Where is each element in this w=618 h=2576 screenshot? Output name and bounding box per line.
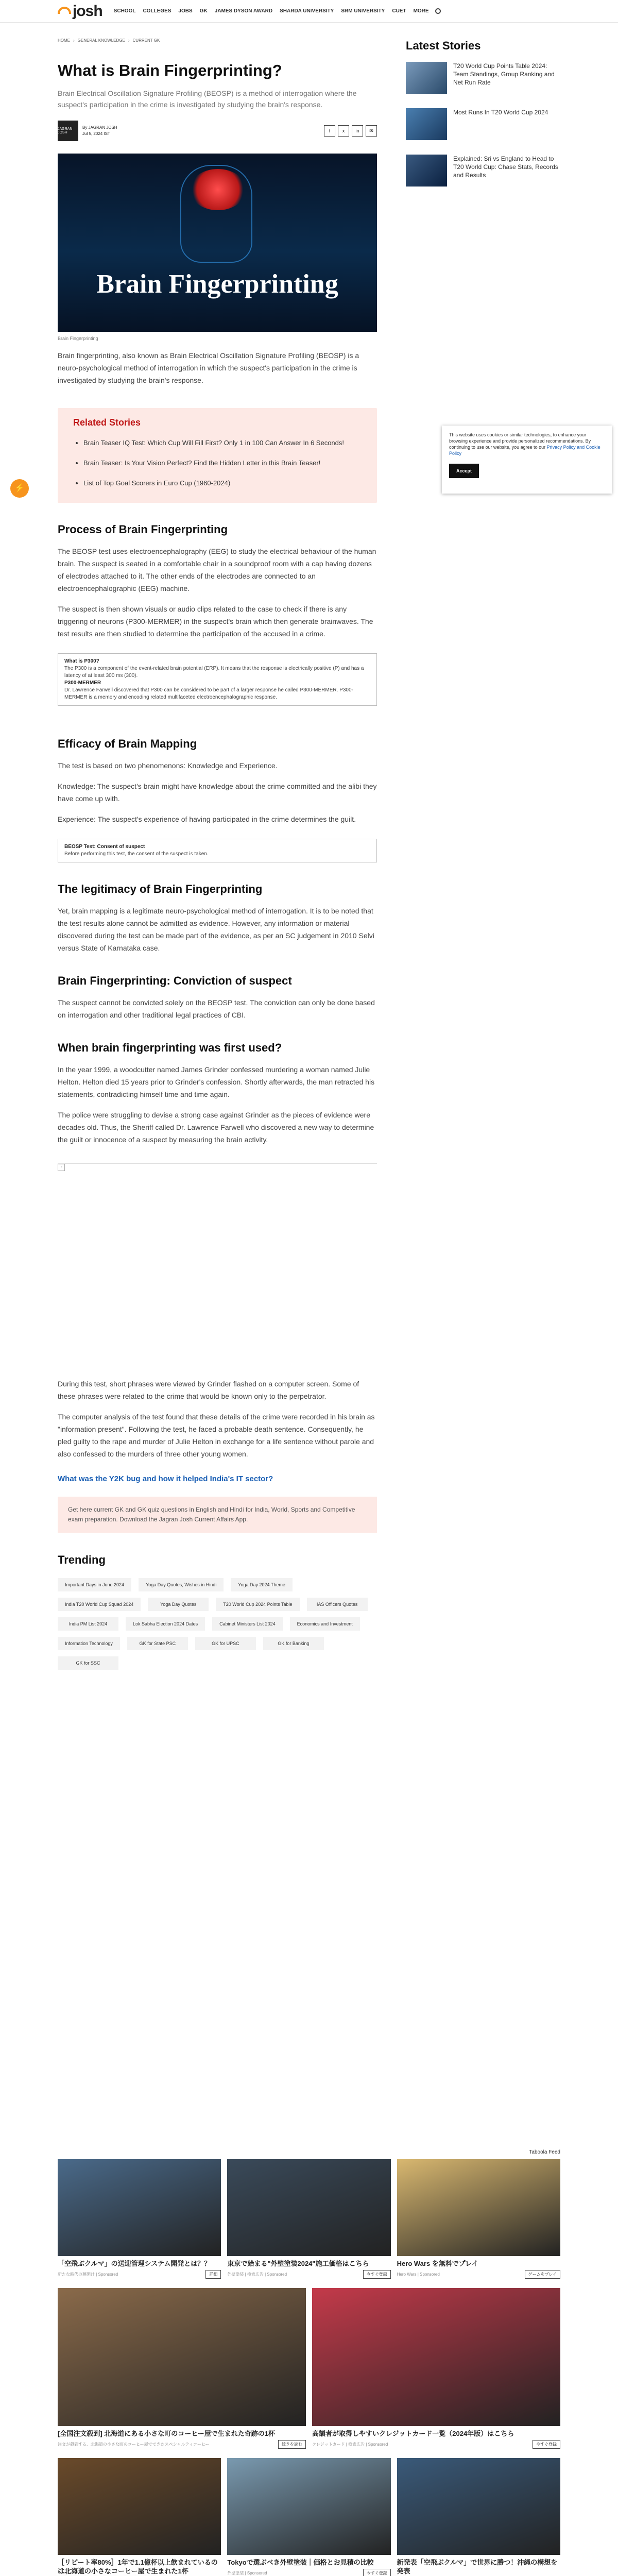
section-heading: Process of Brain Fingerprinting <box>58 523 228 536</box>
nav-item[interactable]: JOBS <box>178 8 193 14</box>
breadcrumb-item[interactable]: HOME <box>58 38 70 43</box>
section-heading: Efficacy of Brain Mapping <box>58 737 197 750</box>
latest-story[interactable] <box>406 155 560 187</box>
nav-item[interactable]: SHARDA UNIVERSITY <box>280 8 334 14</box>
section-heading: When brain fingerprinting was first used? <box>58 1041 282 1054</box>
breadcrumb-item[interactable]: CURRENT GK <box>132 38 160 43</box>
sponsored-card[interactable] <box>227 2159 390 2279</box>
nav-item[interactable]: SRM UNIVERSITY <box>341 8 385 14</box>
trending-tag[interactable]: India PM List 2024 <box>58 1617 118 1631</box>
taboola-label[interactable]: Taboola Feed <box>529 2149 560 2155</box>
sponsored-title[interactable]: 新発表「空飛ぶクルマ」で世界に勝つ！沖縄の構想を発表 <box>397 2558 558 2575</box>
sponsored-meta <box>227 2270 390 2279</box>
cookie-consent-dialog <box>442 426 612 494</box>
consent-infobox <box>58 839 377 862</box>
sponsored-cta-button[interactable]: 詳細 <box>205 2270 221 2279</box>
sponsored-image[interactable] <box>58 2288 306 2426</box>
sponsored-title[interactable]: 東京で始まる"外壁塗装2024"施工価格はこちら <box>227 2260 369 2267</box>
sponsored-card[interactable] <box>312 2288 560 2449</box>
sponsored-title[interactable]: [全国注文殺到] 北海道にある小さな町のコーヒー屋で生まれた奇跡の1杯 <box>58 2430 275 2437</box>
section-heading: Brain Fingerprinting: Conviction of suspect <box>58 974 292 987</box>
sponsored-card[interactable] <box>397 2458 560 2576</box>
sponsored-card[interactable] <box>227 2458 390 2576</box>
paragraph: The police were struggling to devise a strong case against Grinder as the pieces of evidence were decades old. Thus, the Sheriff called Dr. Lawrence Farwell who discovered a new way to determine the guilt or innocence of a suspect by measuring the brain activity. <box>58 1111 374 1144</box>
broken-image-placeholder <box>58 1163 377 1369</box>
sponsored-title[interactable]: ［リピート率80%］1年で1.1億杯以上飲まれているのは北海道の小さなコーヒー屋で生まれた1杯 <box>58 2558 218 2575</box>
sponsored-card[interactable] <box>397 2159 560 2279</box>
breadcrumb-separator: › <box>128 38 130 43</box>
related-stories <box>58 408 377 503</box>
trending-tag[interactable]: GK for Banking <box>263 1637 324 1650</box>
nav-item[interactable]: MORE <box>413 8 429 14</box>
sponsored-image[interactable] <box>58 2458 221 2555</box>
taboola-row <box>58 2288 560 2449</box>
infobox-title: P300-MERMER <box>64 680 101 686</box>
sponsored-cta-button[interactable]: 今すぐ登録 <box>533 2440 560 2449</box>
cookie-text: This website uses cookies or similar technologies, to enhance your browsing experience and provide personalized recommendations. By continuing to use our website, you agree to our Privacy Policy and Cookie Policy <box>449 432 600 456</box>
site-logo[interactable]: josh <box>58 4 102 19</box>
trending-tag[interactable]: Cabinet Ministers List 2024 <box>212 1617 283 1631</box>
sponsored-image[interactable] <box>397 2159 560 2256</box>
paragraph: The BEOSP test uses electroencephalography (EEG) to study the electrical behaviour of the human brain. The suspect is seated in a comfortable chair in a soundproof room with a cap having dozens of electrodes attached to it. The other ends of the electrodes are connected to an electroencephalographic (EEG) machine. <box>58 547 376 592</box>
section-heading: The legitimacy of Brain Fingerprinting <box>58 883 263 895</box>
sponsored-card[interactable] <box>58 2458 221 2576</box>
latest-story-title: Explained: Sri vs England to Head to T20 World Cup: Chase Stats, Records and Results <box>453 155 558 179</box>
sponsored-source: Hero Wars | Sponsored <box>397 2272 440 2277</box>
trending-tag[interactable]: GK for UPSC <box>195 1637 256 1650</box>
nav-item[interactable]: JAMES DYSON AWARD <box>214 8 273 14</box>
trending-tag[interactable]: Important Days in June 2024 <box>58 1578 131 1591</box>
share-buttons <box>324 125 377 137</box>
sponsored-title[interactable]: Tokyoで選ぶべき外壁塗装｜価格とお見積の比較 <box>227 2558 374 2566</box>
author-avatar: JAGRAN JOSH <box>58 121 78 141</box>
accept-cookies-button[interactable]: Accept <box>449 464 479 478</box>
p300-infobox <box>58 653 377 706</box>
trending-tag[interactable]: Yoga Day 2024 Theme <box>231 1578 293 1591</box>
latest-story-title: T20 World Cup Points Table 2024: Team Standings, Group Ranking and Net Run Rate <box>453 62 555 86</box>
related-story-link[interactable]: • Brain Teaser: Is Your Vision Perfect? Find the Hidden Letter in this Brain Teaser! <box>83 457 362 468</box>
paragraph: During this test, short phrases were viewed by Grinder flashed on a computer screen. Some of these phrases were related to the crime that would be known only to the perpetrator. <box>58 1380 359 1400</box>
sidebar <box>406 39 560 201</box>
current-affairs-cta: Get here current GK and GK quiz questions in English and Hindi for India, World, Sports and Competitive exam preparation. Download the Jagran Josh Current Affairs App. <box>58 1497 377 1533</box>
taboola-row <box>58 2159 560 2279</box>
latest-story-title: Most Runs In T20 World Cup 2024 <box>453 109 548 116</box>
paragraph: Experience: The suspect's experience of having participated in the crime determines the guilt. <box>58 815 356 823</box>
trending-tag[interactable]: India T20 World Cup Squad 2024 <box>58 1598 141 1611</box>
paragraph: Knowledge: The suspect's brain might have knowledge about the crime committed and the alibi they have come up with. <box>58 782 377 803</box>
related-story-link[interactable]: • Brain Teaser IQ Test: Which Cup Will Fill First? Only 1 in 100 Can Answer In 6 Seconds! <box>83 437 362 448</box>
sponsored-source: 外壁塗装 | Sponsored <box>227 2571 267 2575</box>
sponsored-meta <box>397 2270 560 2279</box>
nav-item[interactable]: GK <box>199 8 208 14</box>
hero-image <box>58 154 377 332</box>
sponsored-image[interactable] <box>227 2159 390 2256</box>
sponsored-meta <box>312 2440 560 2449</box>
breadcrumb-item[interactable]: GENERAL KNOWLEDGE <box>77 38 125 43</box>
latest-story-thumbnail <box>406 62 447 94</box>
sponsored-source: クレジットカード | 検索広告 | Sponsored <box>312 2442 388 2447</box>
article-subtitle: Brain Electrical Oscillation Signature Profiling (BEOSP) is a method of interrogation where the suspect's participation in the crime is investigated by studying the brain's response. <box>58 89 357 109</box>
sponsored-title[interactable]: Hero Wars を無料でプレイ <box>397 2260 478 2267</box>
sponsored-image[interactable] <box>227 2458 390 2555</box>
sponsored-image[interactable] <box>58 2159 221 2256</box>
hero-image-text: Brain Fingerprinting <box>96 269 338 299</box>
sponsored-source: 注文が殺到する、北海道の小さな町のコーヒー屋でできたスペシャルティコーヒー <box>58 2442 210 2447</box>
sponsored-source: 外壁塗装 | 検索広告 | Sponsored <box>227 2272 287 2277</box>
related-story-link[interactable]: • List of Top Goal Scorers in Euro Cup (1960-2024) <box>83 478 362 488</box>
sponsored-card[interactable] <box>58 2288 306 2449</box>
sponsored-cta-button[interactable]: 続きを読む <box>278 2440 306 2449</box>
author-meta <box>82 125 117 137</box>
breadcrumb <box>58 38 160 43</box>
nav-item[interactable]: CUET <box>392 8 406 14</box>
floating-action-icon[interactable]: ⚡ <box>10 479 29 498</box>
infobox-title: BEOSP Test: Consent of suspect <box>64 844 145 850</box>
broken-image-icon: ▫ <box>58 1164 65 1171</box>
breadcrumb-separator: › <box>73 38 75 43</box>
publish-date: Jul 5, 2024 IST <box>82 131 110 136</box>
infobox-text: The P300 is a component of the event-related brain potential (ERP). It means that the response is electrically positive (P) and has a latency of at least 300 ms (300). <box>64 666 364 679</box>
sponsored-title[interactable]: 「空飛ぶクルマ」の送迎管理システム開発とは？？ <box>58 2260 211 2267</box>
related-stories-title: Related Stories <box>73 417 141 428</box>
sponsored-source: 新たな時代の幕開け | Sponsored <box>58 2272 118 2277</box>
nav-item[interactable]: SCHOOL <box>113 8 136 14</box>
paragraph: The suspect cannot be convicted solely on the BEOSP test. The conviction can only be done based on interrogation and other traditional legal practices of CBI. <box>58 998 375 1019</box>
y2k-article-link[interactable]: What was the Y2K bug and how it helped India's IT sector? <box>58 1475 273 1483</box>
trending-title: Trending <box>58 1553 106 1566</box>
taboola-row <box>58 2458 560 2576</box>
paragraph: Yet, brain mapping is a legitimate neuro-psychological method of interrogation. It is to be noted that the test results alone cannot be admitted as evidence. However, any information or material discovered during the test can be made part of the evidence, as per an SC judgement in 2010 Selvi versus State of Karnataka case. <box>58 907 374 952</box>
author-name[interactable]: By JAGRAN JOSH <box>82 125 117 130</box>
article <box>58 61 377 1670</box>
brain-graphic <box>190 169 246 210</box>
paragraph: The suspect is then shown visuals or audio clips related to the case to check if there is any triggering of neurons (P300-MERMER) in the suspect's brain which then generate brainwaves. The test results are then studied to determine the participation of the accused in a crime. <box>58 605 373 638</box>
latest-stories-title: Latest Stories <box>406 39 481 52</box>
author-block <box>58 121 377 141</box>
trending-tag[interactable]: Economics and Investment <box>290 1617 360 1631</box>
latest-story[interactable] <box>406 62 560 94</box>
paragraph: In the year 1999, a woodcutter named James Grinder confessed murdering a woman named Julie Helton. Helton died 15 years prior to Grinder's confession. Shortly afterwards, the man retracted his statements, contradicting himself time and time again. <box>58 1065 375 1098</box>
latest-story-thumbnail <box>406 155 447 187</box>
page-title: What is Brain Fingerprinting? <box>58 61 282 79</box>
facebook-icon[interactable]: f <box>324 125 335 137</box>
sponsored-title[interactable]: 高額者が取得しやすいクレジットカード一覧（2024年版）はこちら <box>312 2430 514 2437</box>
trending-tag[interactable]: IAS Officers Quotes <box>307 1598 368 1611</box>
trending-tag[interactable]: T20 World Cup 2024 Points Table <box>216 1598 299 1611</box>
trending-tags <box>58 1578 372 1670</box>
infobox-text: Before performing this test, the consent of the suspect is taken. <box>64 851 209 857</box>
site-header <box>0 0 618 23</box>
paragraph: The computer analysis of the test found that these details of the crime were recorded in his brain as "information present". Following the test, he faced a probable death sentence. Consequently, he pled guilty to the rape and murder of Julie Helton in exchange for a life sentence without parole and also confessed to the murders of three other young women. <box>58 1413 375 1458</box>
taboola-feed <box>58 2149 560 2576</box>
latest-story-thumbnail <box>406 108 447 140</box>
logo-sun-icon <box>58 7 71 14</box>
sponsored-meta <box>58 2440 306 2449</box>
sponsored-meta <box>227 2569 390 2576</box>
trending-tag[interactable]: Information Technology <box>58 1637 120 1650</box>
sponsored-card[interactable] <box>58 2159 221 2279</box>
sponsored-image[interactable] <box>312 2288 560 2426</box>
trending-tag[interactable]: Lok Sabha Election 2024 Dates <box>126 1617 205 1631</box>
trending-tag[interactable]: Yoga Day Quotes <box>148 1598 209 1611</box>
trending-tag[interactable]: GK for State PSC <box>127 1637 188 1650</box>
sponsored-image[interactable] <box>397 2458 560 2555</box>
mail-icon[interactable]: ✉ <box>366 125 377 137</box>
sponsored-meta <box>58 2270 221 2279</box>
paragraph: The test is based on two phenomenons: Knowledge and Experience. <box>58 761 278 770</box>
infobox-title: What is P300? <box>64 658 99 664</box>
latest-story[interactable] <box>406 108 560 140</box>
infobox-text: Dr. Lawrence Farwell discovered that P300 can be considered to be part of a larger response he called P300-MERMER. P300-MERMER is a memory and encoding related multifaceted electroencephalographic response. <box>64 687 353 700</box>
image-caption: Brain Fingerprinting <box>58 336 98 341</box>
trending-tag[interactable]: Yoga Day Quotes, Wishes in Hindi <box>139 1578 224 1591</box>
intro-paragraph: Brain fingerprinting, also known as Brain Electrical Oscillation Signature Profiling (BEOSP) is a neuro-psychological method of interrogation in which the suspect's participation in the crime is investigated by studying the brain's response. <box>58 351 359 384</box>
sponsored-cta-button[interactable]: 今すぐ登録 <box>363 2270 391 2279</box>
trending-tag[interactable]: GK for SSC <box>58 1656 118 1670</box>
main-nav <box>114 8 429 14</box>
linkedin-icon[interactable]: in <box>352 125 363 137</box>
sponsored-cta-button[interactable]: ゲームをプレイ <box>525 2270 560 2279</box>
search-icon[interactable] <box>435 8 441 14</box>
sponsored-cta-button[interactable]: 今すぐ登録 <box>363 2569 391 2576</box>
nav-item[interactable]: COLLEGES <box>143 8 171 14</box>
x-icon[interactable]: x <box>338 125 349 137</box>
cookie-policy-link[interactable]: Privacy Policy and Cookie Policy <box>449 445 600 456</box>
